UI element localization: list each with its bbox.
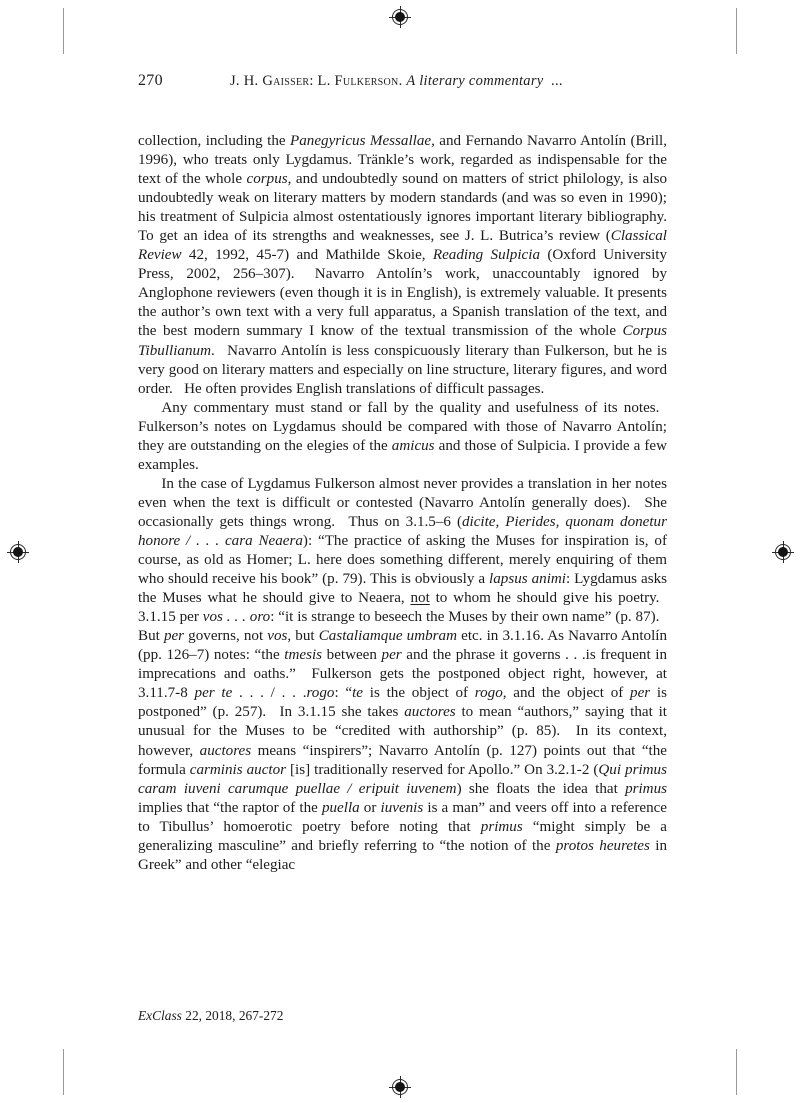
italic-phrase: carminis auctor: [189, 761, 287, 778]
text-run: [is] traditionally reserved for Apollo.” On 3.2.1-2 (: [286, 761, 599, 778]
page-colophon: [138, 1008, 283, 1024]
text-run: to mean “authors,” saying that it unusual for the Muses to be “credited with authorship” (p. 85). In its context, however,: [138, 704, 668, 759]
italic-phrase: primus: [480, 818, 523, 835]
body-text-block: [138, 132, 667, 875]
text-run: is a man” and veers off into a reference to Tibullus’ homoerotic poetry before noting that: [138, 799, 668, 835]
italic-phrase: Panegyricus Messallae: [290, 133, 432, 149]
italic-phrase: dicite, Pierides, quonam donetur honore / . . . cara Neaera: [138, 513, 667, 549]
text-run: 42, 1992, 45-7) and Mathilde Skoie,: [181, 247, 433, 264]
italic-phrase: Corpus Tibullianum: [138, 323, 667, 359]
text-run: is the object of: [363, 685, 475, 702]
text-run: , but: [287, 628, 319, 645]
running-head-title: A literary commentary: [406, 73, 544, 89]
text-run: to whom he should give his poetry. 3.1.15 per: [138, 590, 667, 626]
text-run: , and undoubtedly sound on matters of strict philology, is also undoubtedly weak on literary matters by modern standards (and was so even in 1990); his treatment of Sulpicia almost ostentatiously ignores important literary bibliography. To get an idea of its strengths and weaknesses, see J. L. Butrica’s review (: [138, 171, 667, 245]
italic-phrase: per te: [194, 685, 233, 702]
registration-mark-bottom: [389, 1076, 411, 1098]
registration-dot: [395, 12, 405, 22]
text-run: means “inspirers”; Navarro Antolín (p. 127) points out that “the formula: [138, 742, 667, 778]
italic-phrase: amicus: [391, 437, 435, 454]
text-run: or: [359, 799, 381, 816]
running-head-reviewed-smallcaps: Fulkerson: [334, 73, 399, 89]
running-head-ellipsis: ...: [543, 73, 563, 89]
running-head-author: J. H.: [230, 73, 263, 89]
italic-phrase: Classical Review: [138, 228, 667, 264]
text-run: : “: [334, 685, 353, 702]
italic-phrase: puella: [321, 799, 360, 816]
crop-mark-top-left: [63, 8, 64, 54]
italic-phrase: iuvenis: [380, 799, 424, 816]
text-run: : Lygdamus asks the Muses what he should give to Neaera,: [138, 571, 667, 607]
running-head-author-smallcaps: Gaisser: [262, 73, 310, 89]
page-folio-number: 270: [138, 72, 163, 89]
text-run: implies that “the raptor of the: [138, 799, 322, 816]
text-run: Any commentary must stand or fall by the quality and usefulness of its notes. Fulkerson’s notes on Lygdamus should be compared with those of Navarro Antolín; they are outstanding on the elegies of the: [138, 399, 667, 454]
text-run: . Navarro Antolín is less conspicuously literary than Fulkerson, but he is very good on literary matters and especially on line structure, literary figures, and word order. He often provides English translations of difficult passages.: [138, 342, 667, 397]
registration-dot: [13, 547, 23, 557]
running-head-period: .: [398, 73, 407, 89]
italic-phrase: per: [381, 647, 402, 664]
text-run: is postponed” (p. 257). In 3.1.15 she takes: [138, 685, 668, 721]
text-run: collection, including the: [138, 133, 291, 149]
text-run: ): “The practice of asking the Muses for inspiration is, of course, as old as Homer; L. here does something different, merely enquiring of them who should receive his book” (p. 79). This is obviously a: [138, 532, 667, 588]
underlined-word: not: [410, 590, 430, 607]
text-run: “might simply be a generalizing masculine” and briefly referring to “the notion of the: [138, 818, 668, 854]
registration-mark-right: [772, 541, 794, 563]
text-run: , and Fernando Navarro Antolín (Brill, 1996), who treats only Lygdamus. Tränkle’s work, regarded as indispensable for the text of the whole: [138, 133, 667, 188]
italic-phrase: Reading Sulpicia: [432, 247, 540, 264]
italic-phrase: auctores: [199, 742, 252, 759]
italic-phrase: te: [352, 685, 364, 702]
running-head-separator: : L.: [309, 73, 335, 89]
crop-mark-bottom-left: [63, 1049, 64, 1095]
text-run: , and the object of: [502, 685, 631, 702]
italic-phrase: tmesis: [284, 647, 323, 664]
italic-phrase: vos . . . oro: [202, 609, 271, 626]
italic-phrase: Qui primus caram iuveni carumque puellae / eripuit iuvenem: [138, 761, 667, 797]
text-run: (Oxford University Press, 2002, 256–307). Navarro Antolín’s work, unaccountably ignored by Anglophone reviewers (even though it is in English), is extremely valuable. It presents the author’s own text with a very full apparatus, a Spanish translation of the text, and the best modern summary I know of the textual transmission of the whole: [138, 247, 668, 340]
journal-name: ExClass: [138, 1008, 182, 1023]
italic-phrase: protos heuretes: [555, 837, 650, 854]
text-run: governs, not: [184, 628, 268, 645]
italic-phrase: per: [630, 685, 651, 702]
registration-dot: [778, 547, 788, 557]
italic-phrase: lapsus animi: [489, 571, 566, 588]
italic-phrase: primus: [625, 780, 667, 797]
text-run: between: [322, 647, 382, 664]
italic-phrase: rogo: [306, 685, 335, 702]
running-head: [138, 72, 668, 90]
journal-citation: 22, 2018, 267-272: [181, 1008, 284, 1023]
para-1: [138, 132, 667, 399]
para-3: [138, 475, 667, 875]
registration-mark-left: [7, 541, 29, 563]
italic-phrase: per: [163, 628, 185, 645]
registration-dot: [395, 1082, 405, 1092]
italic-phrase: rogo: [474, 685, 503, 702]
text-run: . . . / . . .: [232, 685, 307, 702]
text-run: etc. in 3.1.16. As Navarro Antolín (pp. 126–7) notes: “the: [138, 628, 667, 664]
registration-mark-top: [389, 6, 411, 28]
crop-mark-bottom-right: [736, 1049, 737, 1095]
italic-phrase: vos: [267, 628, 288, 645]
para-2: [138, 399, 667, 475]
text-run: in Greek” and other “elegiac: [138, 837, 668, 873]
crop-mark-top-right: [736, 8, 737, 54]
text-run: In the case of Lygdamus Fulkerson almost never provides a translation in her notes even when the text is difficult or contested (Navarro Antolín generally does). She occasionally gets things wrong. Thus on 3.1.5–6 (: [138, 475, 667, 530]
text-run: : “it is strange to beseech the Muses by their own name” (p. 87). But: [138, 609, 667, 645]
italic-phrase: Castaliamque umbram: [318, 628, 457, 645]
text-run: and those of Sulpicia. I provide a few examples.: [138, 437, 667, 473]
italic-phrase: corpus: [246, 171, 288, 188]
text-run: ) she floats the idea that: [456, 780, 626, 797]
text-run: and the phrase it governs . . .is frequent in imprecations and oaths.” Fulkerson gets the postponed object right, however, at 3.11.7-8: [138, 647, 667, 702]
italic-phrase: auctores: [404, 704, 456, 721]
